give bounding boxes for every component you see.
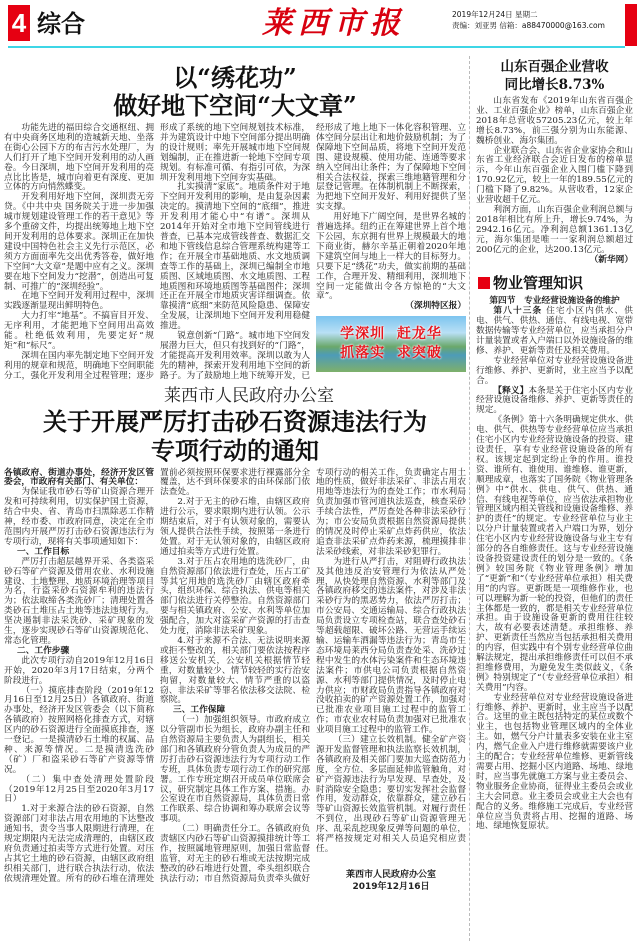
sidebar-headline-line-2: 同比增长8.73% xyxy=(504,77,605,93)
paragraph xyxy=(160,498,310,557)
right-column xyxy=(476,58,633,832)
page-number: 4 xyxy=(8,5,30,41)
paragraph xyxy=(4,687,154,776)
paragraph-text: （深圳特区报） xyxy=(405,301,466,312)
notice-body xyxy=(4,469,466,893)
paragraph-text: 用好地下广阔空间，是世界名城的普遍选择。纽约正在筹建世界上首个地下公园，东京拥有世界上规模最大的地下商业街，赫尔辛基正朝着2020年地下建筑空间与地上一样大的目标努力。只要下足“绣花”功夫，做实前期的基础工作，合理开发、精细利用，深圳地下空间一定能做出令各方惊艳的“大文章”。 xyxy=(316,212,466,302)
paragraph-lead: 【释义】 xyxy=(493,385,529,396)
signature-org: 莱西市人民政府办公室 xyxy=(345,869,436,880)
paragraph xyxy=(316,736,466,855)
paragraph xyxy=(476,206,633,256)
paragraph xyxy=(160,183,310,332)
sidebar-headline-line-1: 山东百强企业营收 xyxy=(500,59,609,75)
paragraph-text: 第四节 专业经营设施设备的维护 xyxy=(489,296,620,307)
property-body xyxy=(476,297,633,832)
paragraph xyxy=(476,147,633,206)
main-column xyxy=(4,64,466,893)
paragraph-text: 利润方面，山东百强企业利润总额与2018年相比有所上升，增长9.74%，为2942.16亿元。净利润总额1361.13亿元，海尔集团是唯一一家利润总额超过200亿元的企业，达200.13亿元。 xyxy=(476,204,633,255)
paragraph-text: 《条例》第十六条明确规定供水、供电、供气、供热等专业经营单位应当承担住宅小区内专业经营设施设备的投资、建设责任，享有专业经营设施设备的所有权。该规定起到定纷止争的作用。谁投资、谁所有、谁使用、谁维修、谁更新，顺理成章，也落实了国务院《物业管理条例》中“供水、供电、供气、供热、通信、有线电视等单位，应当依法承担物业管理区域内相关管线和设施设备维修、养护的责任”的规定。专业经营单位与业主以分户计量装置或者入户端口为界，划分住宅小区内专业经营设施设备与业主专有部分的各自维修责任。这与专业经营设施设备投资建设责任的划分是一致的。《条例》较国务院《物业管理条例》增加了“更新”和“（专业经营单位承担）相关费用”的内容。更新既是一项维修作业，也可以理解为新一轮的投资，但他们的责任主体都是一致的，都是相关专业经营单位承担。由于设施设备更新的费用往往较大，故有必要表述清楚。承担维修、养护、更新责任当然应当包括承担相关费用的内容，但实践中有个别专业经营单位曲解法规定，提出承担维修责任可以但不承担维修费用，为避免发生类似歧义，《条例》特别规定了“（专业经营单位承担）相关费用”内容。 xyxy=(476,415,633,693)
paragraph-text: （新华网） xyxy=(589,254,633,265)
paragraph-text: 为保证我市砂石等矿山资源合理开发和可持续利用，切实保护国土资源，结合中央、省、青岛市扫黑除恶工作精神，经市委、市政府同意，决定在全市范围内开展严厉打击砂石资源违法行为专项行动，现将有关事项通知如下： xyxy=(4,487,154,547)
headline-line-2: 做好地下空间“大文章” xyxy=(113,91,357,120)
paragraph-text: 4.对于来源不合法、无法说明来源或拒不整改的，相关部门要依法按程序移送公安机关，公安机关根据情节轻重，对数量较少、情节较轻的实行治安拘留，对数量较大、情节严重的以盗窃、非法采矿等罪名依法移交法院、检察院。 xyxy=(160,635,310,706)
paragraph-text: 企业联合会、山东省企业家协会和山东省工业经济联合会近日发布的榜单显示，今年山东百强企业入围门槛下降到170.92亿元，较上一年的189.55亿元的门槛下降了9.82%。从营收看，12家企业营收超千亿元。 xyxy=(476,145,633,206)
paragraph-text: 1.对于来源合法的砂石资源，自然资源部门对非法占用农用地的下达整改通知书，责令当事人限期进行清理，在规定期限内无法完成清理的，由辖区政府负责通过拍卖等方式进行处置。对压占其它土地的砂石资源，由辖区政府组织相关部门，进行联合执法行动，依法依规清理处置。所有的砂石堆在清理处置前必须按照环保要求进行裸露部分全覆盖，达不到环保要求的由环保部门依法查处。 xyxy=(4,467,310,884)
paragraph-text: 在地下空间开发利用过程中，深圳实践逐渐显现出鲜明特色。 xyxy=(4,291,154,312)
header-rule xyxy=(8,46,625,48)
paragraph xyxy=(4,124,154,193)
property-section-title: 物业管理知识 xyxy=(493,274,584,293)
paragraph xyxy=(4,469,154,489)
paragraph-text: 一、工作目标 xyxy=(17,546,70,557)
paragraph xyxy=(160,716,310,825)
paragraph xyxy=(476,357,633,387)
paragraph-text: 功能先进的福田综合交通枢纽、拥有中央商务区地利的造城新天地、坐落在街心公园下方的布吉污水处理厂，为人们打开了地下空间开发利用的动人画卷。今日深圳，地下空间开发利用的亮点比比皆是，城市向着更有深度、更加立体的方向悄然蝶变。 xyxy=(4,123,154,193)
sidebar-news-headline xyxy=(476,58,633,94)
paragraph-text: 专业经营单位对专业经营设施设备进行维修、养护、更新时，业主应当予以配合。这里的业主既包括特定的某位或数个业主，也包括物业管理区域内的全体业主。如，燃气分户计量表多安装在业主室内，燃气企业入户进行维修就需要该户业主的配合；专业经营单位维修、更新管线需要占用、挖掘小区内道路、场地、绿地时，应当事先就施工方案与业主委员会、物业服务企业协商，征得业主委员会或业主大会同意。业主委员会或业主大会也有配合的义务。维修施工完成后，专业经营单位应当负责将占用、挖掘的道路、场地、绿地恢复原状。 xyxy=(476,692,633,832)
paragraph-text: 深圳在国内率先制定地下空间开发利用的规章和规范，明确地下空间职能分工，强化开发利用全过程管理；逐步形成了系统的地下空间规划技术标准，并为建筑设计中地下空间部分提出明确的设计规则；率先开展城市地下空间规划编制，正在推进新一轮地下空间专项规划。有标准可循、有指引可依，为深圳开发利用地下空间夯实基础。 xyxy=(4,123,310,381)
signature-date: 2019年12月16日 xyxy=(352,881,430,892)
notice-kicker: 莱西市人民政府办公室 xyxy=(164,385,334,406)
paragraph xyxy=(476,307,633,357)
notice-signature xyxy=(316,869,466,893)
paragraph xyxy=(476,387,633,417)
notice-headline-line-2: 专项行动的通知 xyxy=(151,435,319,465)
paragraph-text: （二）明确责任分工。各镇政府负责辖区内砂石等矿山资源摸排统计等工作，按照属地管理原则，加强日常监督监管，对无主的砂石堆或无法按期完成整改的砂石堆进行处置，牵头组织联合执法行动；市自然资源局负责牵头做好专项行动的相关工作，负责确定占用土地的性质，做好非法采矿、非法占用农用地等违法行为的查处工作；市水利局负责加强市管河道执法巡查，核查采砂手续合法性，严厉查处各种非法采砂行为；市公安局负责根据自然资源局提供的情况及时停止采矿点炸药供应，依法追查非法采矿点炸药来源，梳理摸排非法采砂线索，对非法采砂犯罪行。 xyxy=(160,467,466,884)
paragraph-text: 住宅小区内供水、供电、供气、供热、通信、有线电视、宽带数据传输等专业经营单位，应当承担分户计量装置或者入户端口以外设施设备的维修、养护、更新等责任及相关费用。 xyxy=(476,306,633,356)
notice-headline-line-1: 关于开展严厉打击砂石资源违法行为 xyxy=(43,406,427,436)
paragraph xyxy=(476,97,633,147)
masthead-logo: 莱西市报 xyxy=(262,6,406,41)
header-accent-bar xyxy=(625,4,637,46)
paragraph xyxy=(4,312,154,352)
property-section-header xyxy=(478,273,633,293)
paragraph xyxy=(4,657,154,687)
top-article-headline xyxy=(4,64,466,120)
column-divider xyxy=(469,56,470,941)
paragraph xyxy=(316,558,466,736)
paragraph-text: 大力打牢“地基”。不搞盲目开发、无序利用，才能把地下空间用出高效能。杜绝低效利用，先要定好“规矩”和“标尺”。 xyxy=(4,311,154,351)
paragraph-text: 三、工作保障 xyxy=(173,705,226,716)
paragraph xyxy=(4,776,154,806)
red-square-icon xyxy=(478,277,490,289)
paragraph-lead: 第八十三条 xyxy=(493,306,543,317)
paragraph-text: 锐意创新“门路”。城市地下空间发展潜力巨大，但只有找到好的“门路”，才能提高开发利用效率。深圳以敢为人先的精神，探索开发利用地下空间的新路子。为了鼓励地上地下统筹开发，已经形成了地上地下一体化容积管理、立体空间分层出让和地价鼓励机制；为了保障地下空间品质，将地下空间开发范围、建设规模、使用功能、连通等要求纳入空间出让条件；为了保障地下空间相关合法权益，探索三维地籍管理和分层登记管理。在体制机制上不断探索，为把地下空间开发好、利用好提供了坚实支撑。 xyxy=(160,123,466,381)
paragraph-text: 2.对于无主的砂石堆，由辖区政府进行公示，要求限期内进行认领。公示期结束后，对于有认领对象的，需要认领人提供合法性手续，按照第一条进行处置。对于无认领对象的，由辖区政府通过拍卖等方式进行处置。 xyxy=(160,497,310,557)
paragraph xyxy=(160,558,310,637)
paragraph-text: 山东省发布《2019年山东省百强企业、工业百强企业》榜单，山东百强企业2018年总营收57205.23亿元，较上年增长8.73%，前三强分别为山东能源、魏桥创业、海尔集团。 xyxy=(476,96,633,146)
notice-headline xyxy=(4,407,466,465)
paragraph-text: 本条是关于住宅小区内专业经营设施设备维修、养护、更新等责任的规定。 xyxy=(476,385,634,416)
paragraph xyxy=(4,193,154,292)
paragraph xyxy=(4,292,154,312)
banner-line-2: 抓落实 求突破 xyxy=(340,345,442,362)
paragraph-text: （一）加强组织领导。市政府成立以分管副市长为组长，政府办副主任和自然资源局主要负责人为副组长，相关部门和各镇政府分管负责人为成员的严厉打击砂石资源违法行为专项行动工作专班，具体负责专项行动工作的研究部署。工作专班定期召开成员单位联席会议，研究制定具体工作方案、措施。办公室设在市自然资源局，具体负责日常工作联系、综合协调和筹办联席会议等事项。 xyxy=(160,715,310,825)
paragraph-text: 为进行从严打击，对阻碍行政执法及其他违反治安管理行为依法从严处理，从快处理自然资源、水利等部门及各镇政府移交的违法案件，对涉及非法采砂行为的黑恶势力，依法严厉打击；市公安局、交通运输局、综合行政执法局负责设立专项检查站，联合查处砂石等超载超限、破坏公路、无营运手续运输、运输车洒漏等违法行为；青岛市生态环境局莱西分局负责查处采、洗砂过程中发生的水体污染案件和生态环境违法案件；市供电公司负责根据自然资源、水利等部门提供情况，及时停止电力供应；市财政局负责指导各镇政府对没收拍卖的矿产资源处置工作，加强对已批准农业项目施工过程中的监管工作；市农业农村局负责加强对已批准农业项目施工过程中的监管工作。 xyxy=(316,556,466,736)
sidebar-news-body xyxy=(476,97,633,265)
paragraph-text: 严厉打击超层越界开采、各类盗采砂石等矿产资源及借用农业、水利设施建设、土地整理、地质环境治理等项目为名，行盗采砂石资源牟利的违法行为；依法取缔各类洗砂厂；清理处置各类砂石土堆压占土地等违法违规行为。坚决遏制非法采洗砂、采矿现象的发生，逐步实现砂石等矿山资源规范化、常态化管理。 xyxy=(4,556,154,646)
paragraph-text: 3.对于压占农用地的选洗砂厂，由自然资源部门依法进行查处，压占工矿等其它用地的选洗砂厂由辖区政府牵头，组织环保、综合执法、供电等相关部门依法进行关停整治。自然资源部门要与相关镇政府、公安、水利等单位加强配合，加大对盗采矿产资源的打击查处力度，消除非法采矿现象。 xyxy=(160,556,310,637)
paragraph-text: （二）集中查处清理处置阶段（2019年12月25日至2020年3月17日） xyxy=(4,774,154,805)
paragraph-text: 扎实摸清“家底”。地质条件对于地下空间开发利用的影响，是由复杂因素决定的。摸清地下空间的“底细”，推进开发利用才能心中“有谱”。深圳从2014年开始对全市地下空间管线进行普查，已基本完成管线普查、数据汇交和地下管线信息综合管理系统构建等工作；在开展全市基础地质、水文地质调查等工作的基础上，深圳已编制全市地质图、区域地质图、水文地质图、工程地质图和环境地质图等基础图件；深圳还正在开展全市地质灾害详细调查。依靠摸清“底细”来防范风险隐患、保障安全发展，让深圳地下空间开发利用稳健推进。 xyxy=(160,182,310,332)
headline-line-1: 以“绣花功” xyxy=(173,63,297,92)
paragraph-text: 二、工作步骤 xyxy=(17,645,70,656)
paragraph xyxy=(4,558,154,647)
issue-info xyxy=(452,9,605,31)
source-credit xyxy=(476,256,633,266)
paragraph xyxy=(476,416,633,693)
paragraph-text: 各镇政府、街道办事处，经济开发区管委会，市政府有关部门、有关单位： xyxy=(4,467,154,488)
source-credit xyxy=(316,302,466,312)
paragraph xyxy=(316,213,466,302)
paragraph-text: （一）摸底排查阶段（2019年12月16日至12月25日）各镇政府、街道办事处，经济开发区管委会（以下简称各镇政府）按照网格化排查方式，对辖区内的砂石资源进行全面摸底排查，逐一登记。一是摸清砂石土堆的权属、品种、来源等情况。二是摸清选洗砂（矿）厂和盗采砂石等矿产资源等情况。 xyxy=(4,685,154,775)
paragraph-text: 专业经营单位对专业经营设施设备进行维修、养护、更新时，业主应当予以配合。 xyxy=(476,355,633,386)
paragraph-text: 此次专项行动自2019年12月16日开始，2020年3月17日结束，分两个阶段进行。 xyxy=(4,655,154,686)
paragraph xyxy=(4,488,154,547)
banner-line-1: 学深圳 赶龙华 xyxy=(340,326,442,343)
paragraph-text: （三）建立长效机制。健全矿产资源开发监督管理和执法监察长效机制，各镇政府及相关部门要加大巡查防范力度，全方位、多层面延伸监管触角，对矿产资源违法行为早发现、早查处，及时消除安全隐患；要切实发挥社会监督作用，发动群众，依靠群众，建立砂石等矿山资源长效监管机制。对履行责任不到位，出现砂石等矿山资源管理无序、乱采乱挖现象反弹等问题的单位，将严格按规定对相关人员追究相应责任。 xyxy=(316,735,466,854)
editor-line: 责编：刘亚男 信箱：a88470000@163.com xyxy=(452,21,605,30)
paragraph-text: 开发利用好地下空间，深圳责无旁贷。《中共中央 国务院关于进一步加强城市规划建设管理工作的若干意见》等多个重磅文件，均提出统筹地上地下空间开发利用的总体要求。深圳正在加快建设中国特色社会主义先行示范区，必须方方面面率先交出优秀答卷，做好地下空间“大文章”是题中应有之义。深圳要在地下空间发力“挖潜”，创造出可复制、可推广的“深圳经验”。 xyxy=(4,192,154,292)
paragraph xyxy=(476,694,633,833)
section-title: 综合 xyxy=(37,10,85,38)
top-article-body xyxy=(4,124,466,382)
banner-image xyxy=(316,316,466,372)
paragraph xyxy=(160,637,310,706)
date-line: 2019年12月24日 星期二 xyxy=(452,10,538,19)
